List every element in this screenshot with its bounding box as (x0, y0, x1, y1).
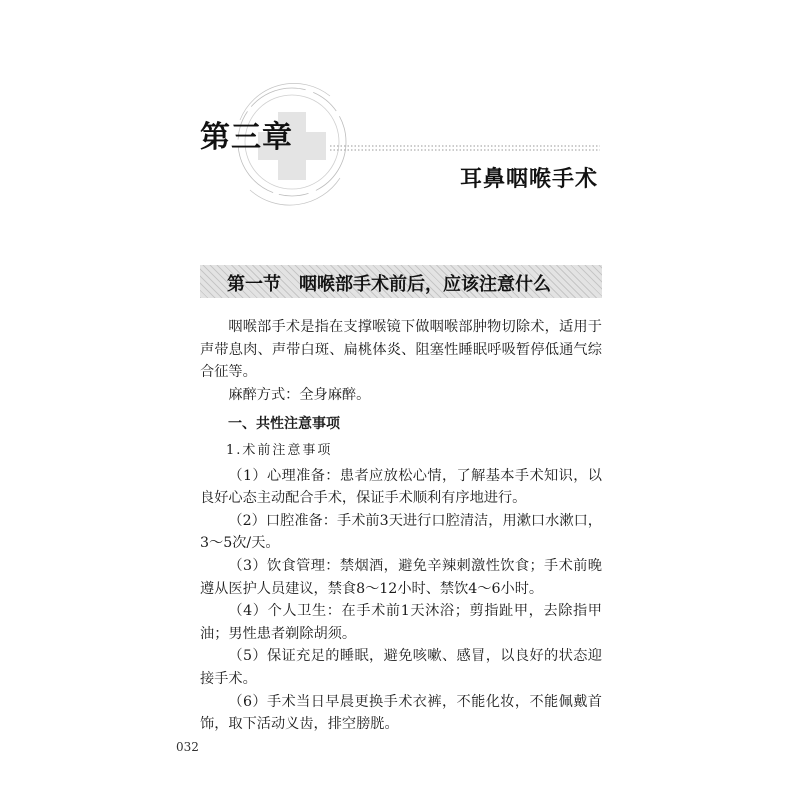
section-heading: 一、共性注意事项 (228, 416, 340, 433)
subsection-heading: 1.术前注意事项 (226, 442, 333, 458)
list-item: （3）饮食管理：禁烟酒，避免辛辣刺激性饮食；手术前晚遵从医护人员建议，禁食8～12小时、禁饮4～6小时。 (200, 557, 602, 597)
list-item: （2）口腔准备：手术前3天进行口腔清洁，用漱口水漱口，3～5次/天。 (200, 512, 602, 552)
list-item: （5）保证充足的睡眠，避免咳嗽、感冒，以良好的状态迎接手术。 (200, 648, 602, 687)
intro-paragraph: 咽喉部手术是指在支撑喉镜下做咽喉部肿物切除术，适用于声带息肉、声带白斑、扁桃体炎、阻塞性睡眠呼吸暂停低通气综合征等。 (200, 319, 602, 381)
section-title: 第一节 咽喉部手术前后，应该注意什么 (227, 274, 551, 295)
list-item: （4）个人卫生：在手术前1天沐浴；剪指趾甲，去除指甲油；男性患者剃除胡须。 (200, 603, 602, 642)
body-text (200, 316, 602, 736)
list-item: （1）心理准备：患者应放松心情，了解基本手术知识，以良好心态主动配合手术，保证手术顺利有序地进行。 (200, 467, 602, 507)
chapter-label: 第三章 (200, 120, 293, 155)
list-item: （6）手术当日早晨更换手术衣裤，不能化妆，不能佩戴首饰，取下活动义齿，排空膀胱。 (200, 693, 602, 733)
anesthesia-paragraph: 麻醉方式：全身麻醉。 (228, 386, 371, 403)
chapter-title: 耳鼻咽喉手术 (459, 167, 598, 192)
page-number: 032 (176, 740, 199, 754)
